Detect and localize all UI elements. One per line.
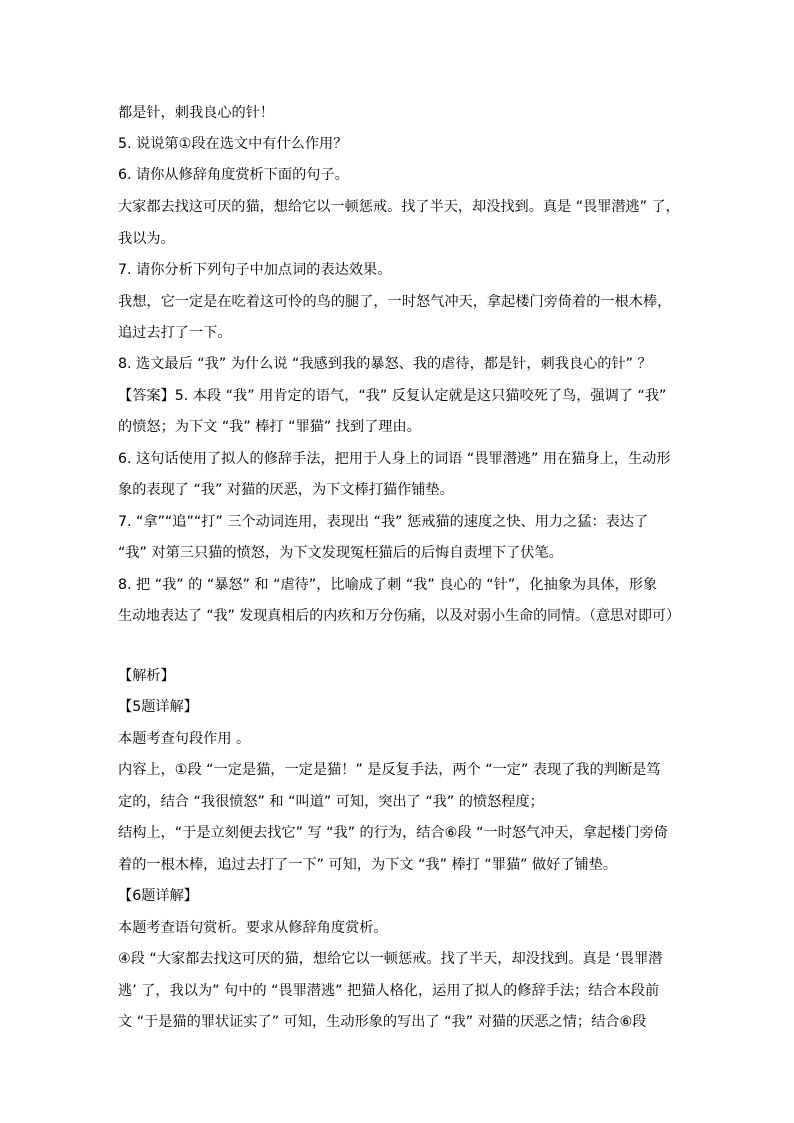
answer-6: 6. 这句话使用了拟人的修辞手法，把用于人身上的词语 “畏罪潜逃” 用在猫身上，生动形 [118,451,671,467]
analysis-heading: 【解析】 [118,668,175,684]
question-5: 5. 说说第①段在选文中有什么作用？ [118,136,348,152]
detail-5-text: 定的，结合 “我很愤怒” 和 “叫道” 可知，突出了 “我” 的愤怒程度； [118,794,544,810]
detail-5-heading: 【5题详解】 [118,699,198,715]
quoted-sentence-cont: 我以为。 [118,231,175,247]
answer-5-cont: 的愤怒；为下文 “我” 棒打 “罪猫” 找到了理由。 [118,419,421,435]
detail-6-text: 逃’ 了，我以为” 句中的 “畏罪潜逃” 把猫人格化，运用了拟人的修辞手法；结合本段前 [118,983,660,999]
detail-6-text: 本题考查语句赏析。要求从修辞角度赏析。 [118,920,388,936]
text-line: 都是针，刺我良心的针！ [118,105,275,121]
question-6: 6. 请你从修辞角度赏析下面的句子。 [118,167,349,183]
detail-6-text: ④段 “大家都去找这可厌的猫，想给它以一顿惩戒。找了半天，却没找到。真是 ‘畏罪潜 [118,951,663,967]
answer-8-cont: 生动地表达了 “我” 发现真相后的内疚和万分伤痛，以及对弱小生命的同情。（意思对即可） [118,608,680,624]
detail-5-text: 内容上，①段 “一定是猫，一定是猫！” 是反复手法，两个 “一定” 表现了我的判断是笃 [118,762,661,778]
detail-5-text: 着的一根木棒，追过去打了一下” 可知，为下文 “我” 棒打 “罪猫” 做好了铺垫。 [118,857,618,873]
answer-7: 7. “拿”“追”“打” 三个动词连用，表现出 “我” 惩戒猫的速度之快、用力之猛：表达了 [118,514,649,530]
answer-8: 8. 把 “我” 的 “暴怒” 和 “虐待”，比喻成了刺 “我” 良心的 “针”，化抽象为具体，形象 [118,577,658,593]
question-8: 8. 选文最后 “我” 为什么说 “我感到我的暴怒、我的虐待，都是针，刺我良心的针” ？ [118,356,652,372]
quoted-sentence-cont: 追过去打了一下。 [118,325,232,341]
question-7: 7. 请你分析下列句子中加点词的表达效果。 [118,262,392,278]
answer-5: 【答案】5. 本段 “我” 用肯定的语气，“我” 反复认定就是这只猫咬死了鸟，强调了 “我” [118,388,667,404]
answer-7-cont: “我” 对第三只猫的愤怒，为下文发现冤枉猫后的后悔自责埋下了伏笔。 [118,545,563,561]
detail-5-text: 结构上，“于是立刻便去找它” 写 “我” 的行为，结合⑥段 “一时怒气冲天，拿起楼门旁倚 [118,825,668,841]
detail-6-text: 文 “于是猫的罪状证实了” 可知，生动形象的写出了 “我” 对猫的厌恶之情；结合⑥段 [118,1014,647,1030]
detail-6-heading: 【6题详解】 [118,888,198,904]
quoted-sentence: 我想，它一定是在吃着这可怜的鸟的腿了，一时怒气冲天，拿起楼门旁倚着的一根木棒， [118,294,672,310]
quoted-sentence: 大家都去找这可厌的猫，想给它以一顿惩戒。找了半天，却没找到。真是 “畏罪潜逃” 了， [118,199,680,215]
answer-6-cont: 象的表现了 “我” 对猫的厌恶，为下文棒打猫作铺垫。 [118,482,454,498]
detail-5-text: 本题考查句段作用 。 [118,731,251,747]
